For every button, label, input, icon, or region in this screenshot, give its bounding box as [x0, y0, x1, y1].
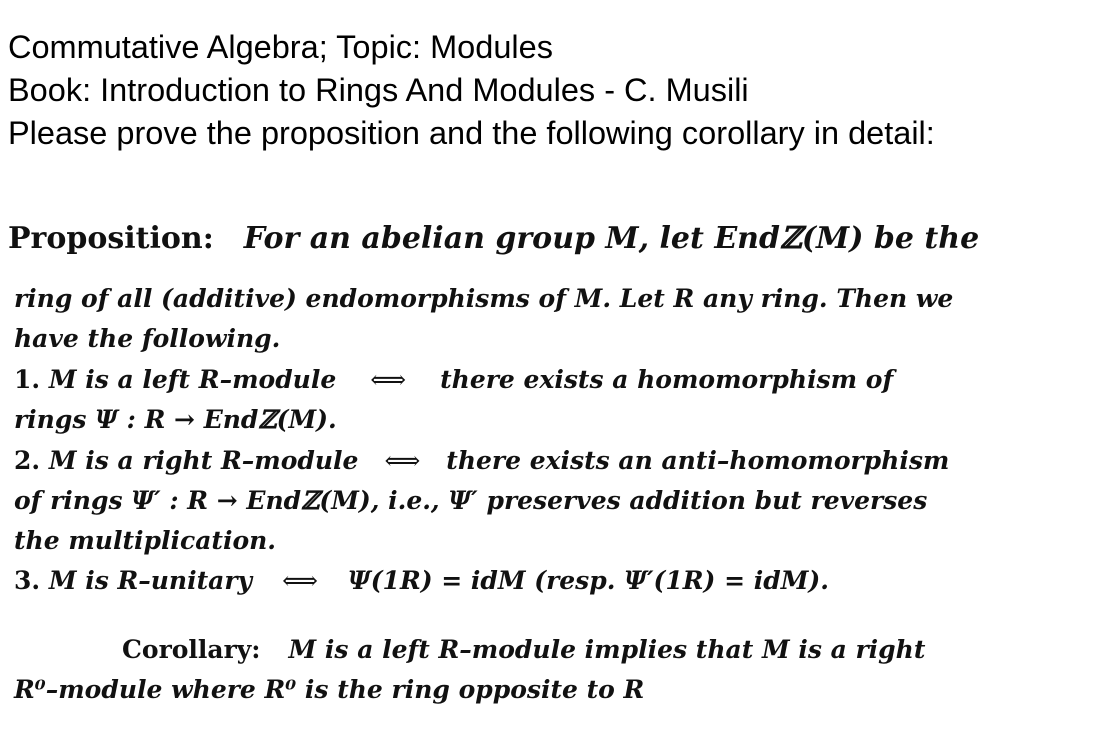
item-2-right: there exists an anti–homomorphism	[446, 446, 950, 475]
item-3-number: 3.	[14, 566, 41, 595]
item-1-number: 1.	[14, 365, 41, 394]
item-3-line	[14, 566, 829, 596]
proposition-line-1	[8, 221, 979, 257]
header-line-book: Book: Introduction to Rings And Modules - C. Musili	[8, 72, 749, 108]
header-line-request: Please prove the proposition and the following corollary in detail:	[8, 115, 935, 151]
corollary-line-2: R⁰–module where R⁰ is the ring opposite to R	[14, 675, 645, 704]
item-3-right: Ψ(1R) = idM (resp. Ψ′(1R) = idM).	[347, 566, 829, 595]
item-1-continuation: rings Ψ : R → Endℤ(M).	[14, 405, 337, 434]
proposition-line-3: have the following.	[14, 324, 281, 353]
iff-arrow-icon: ⟺	[282, 566, 318, 595]
corollary-label: Corollary:	[122, 635, 261, 664]
proposition-text-1-end: Endℤ(M) be the	[714, 221, 980, 256]
item-2-left: M is a right R–module	[48, 446, 359, 475]
item-1-left: M is a left R–module	[48, 365, 337, 394]
iff-arrow-icon: ⟺	[384, 446, 421, 475]
item-2-continuation-2: the multiplication.	[14, 526, 276, 555]
item-2-continuation-1: of rings Ψ′ : R → Endℤ(M), i.e., Ψ′ preserves addition but reverses	[14, 486, 928, 515]
item-1-line	[14, 365, 893, 395]
proposition-text-1: For an abelian group M, let	[243, 221, 715, 256]
header-line-topic: Commutative Algebra; Topic: Modules	[8, 29, 553, 65]
proposition-line-2: ring of all (additive) endomorphisms of M. Let R any ring. Then we	[14, 284, 954, 313]
item-1-right: there exists a homomorphism of	[440, 365, 894, 394]
corollary-line-1	[122, 635, 925, 665]
iff-arrow-icon: ⟺	[370, 365, 407, 394]
item-3-left: M is R–unitary	[48, 566, 253, 595]
corollary-text-1: M is a left R–module implies that M is a right	[288, 635, 926, 664]
item-2-number: 2.	[14, 446, 41, 475]
proposition-label: Proposition:	[8, 221, 214, 256]
item-2-line	[14, 446, 949, 476]
